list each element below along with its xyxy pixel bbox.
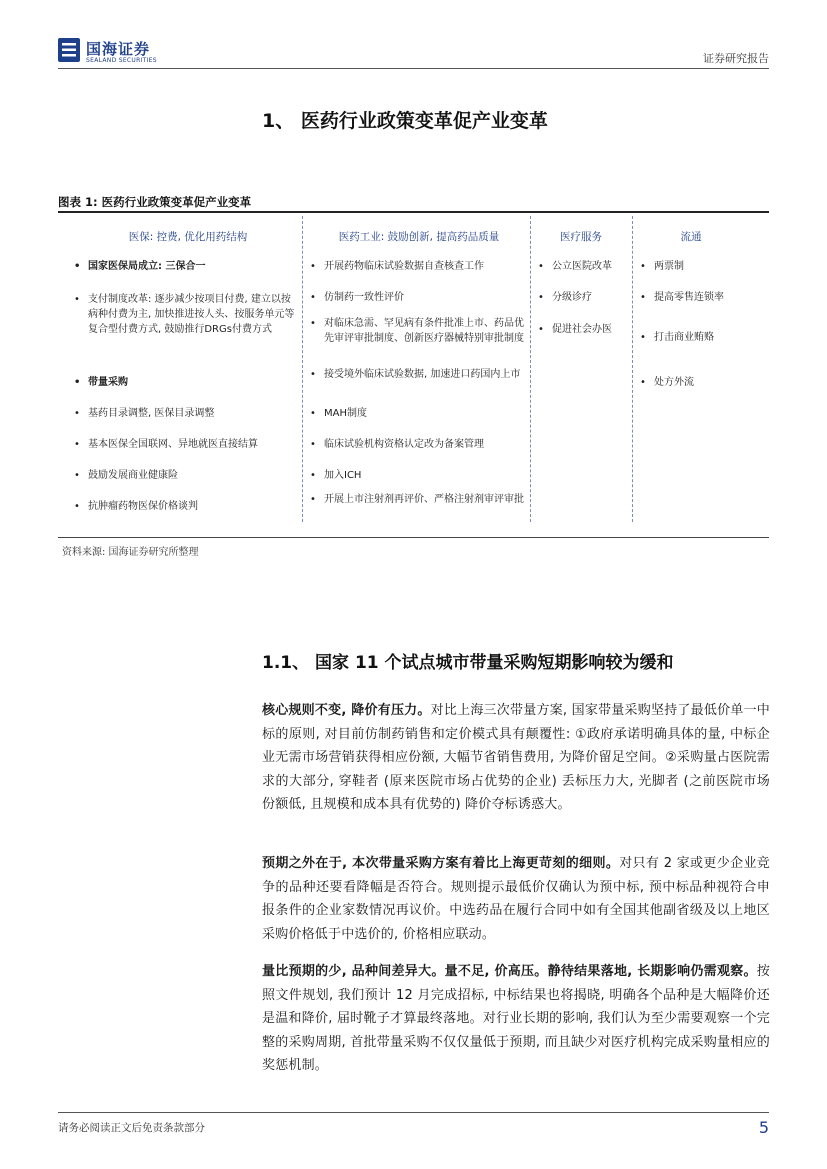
list-item-text: 开展药物临床试验数据自查核查工作 <box>324 261 484 272</box>
list-item-text: 对临床急需、罕见病有条件批准上市、药品优先审评审批制度、创新医疗器械特别审批制度 <box>324 318 524 344</box>
bullet-icon: • <box>74 408 80 419</box>
paragraph-lead: 量比预期的少, 品种间差异大。量不足, 价高压。静待结果落地, 长期影响仍需观察。 <box>262 964 757 979</box>
list-item-text: 鼓励发展商业健康险 <box>88 470 178 481</box>
bullet-icon: • <box>310 292 316 303</box>
bullet-icon: • <box>640 377 646 388</box>
bullet-icon: • <box>74 294 80 305</box>
bullet-icon: • <box>538 292 544 303</box>
section-1-title: 1、 医药行业政策变革促产业变革 <box>262 110 548 132</box>
bullet-icon: • <box>74 439 80 450</box>
list-item-text: 临床试验机构资格认定改为备案管理 <box>324 439 484 450</box>
list-item <box>310 259 524 274</box>
bullet-icon: • <box>310 369 316 380</box>
bullet-icon: • <box>310 470 316 481</box>
list-item <box>74 406 293 421</box>
list-item-text: 提高零售连锁率 <box>654 292 724 303</box>
list-item-text: 抗肿瘤药物医保价格谈判 <box>88 501 198 512</box>
list-item-text: 接受境外临床试验数据, 加速进口药国内上市 <box>324 369 521 380</box>
paragraph <box>262 699 770 817</box>
column-header-insurance: 医保: 控费, 优化用药结构 <box>128 231 248 243</box>
paragraph <box>262 960 770 1078</box>
bullet-icon: • <box>640 292 646 303</box>
column-divider <box>632 216 633 522</box>
column-header-distribution: 流通 <box>680 231 702 243</box>
list-item-text: 促进社会办医 <box>552 324 612 335</box>
column-divider <box>530 216 531 522</box>
column-divider <box>302 216 303 522</box>
bullet-icon: • <box>74 470 80 481</box>
page-number: 5 <box>758 1118 769 1137</box>
bullet-icon: • <box>310 439 316 450</box>
list-item <box>640 290 766 305</box>
company-logo <box>58 38 208 68</box>
list-item-text: MAH制度 <box>324 408 367 419</box>
paragraph-body: 对只有 2 家或更少企业竞争的品种还要看降幅是否符合。规则提示最低价仅确认为预中标, 预中标品种视符合申报条件的企业家数情况再议价。中选药品在履行合同中如有全国其他副省级及以上地区采购价格低于中选价的, 价格相应联动。 <box>262 856 770 942</box>
list-item <box>538 322 630 337</box>
list-item <box>310 316 524 346</box>
list-item-text: 基本医保全国联网、异地就医直接结算 <box>88 439 258 450</box>
list-item <box>640 375 766 390</box>
paragraph-lead: 预期之外在于, 本次带量采购方案有着比上海更苛刻的细则。 <box>262 856 620 871</box>
list-item-text: 打击商业贿赂 <box>654 332 714 343</box>
figure-top-rule <box>58 211 769 213</box>
bullet-icon: • <box>310 494 316 505</box>
bullet-icon: • <box>74 377 81 388</box>
list-item <box>74 468 293 483</box>
list-item-text: 仿制药一致性评价 <box>324 292 404 303</box>
list-item-text: 带量采购 <box>88 377 128 388</box>
paragraph-body: 按照文件规划, 我们预计 12 月完成招标, 中标结果也将揭晓, 明确各个品种是大幅降价还是温和降价, 届时靴子才算最终落地。对行业长期的影响, 我们认为至少需要观察一个完整的采购周期, 首批带量采购不仅仅量低于预期, 而且缺少对医疗机构完成采购量相应的奖惩机制。 <box>262 964 770 1073</box>
list-item <box>310 290 524 305</box>
bullet-icon: • <box>74 261 81 272</box>
bullet-icon: • <box>538 261 544 272</box>
bullet-icon: • <box>74 501 80 512</box>
column-header-industry: 医药工业: 鼓励创新, 提高药品质量 <box>338 231 500 243</box>
list-item-text: 国家医保局成立: 三保合一 <box>88 261 206 272</box>
bullet-icon: • <box>538 324 544 335</box>
footer-divider <box>58 1112 769 1113</box>
header-divider <box>58 68 769 69</box>
list-item <box>310 468 524 483</box>
list-item <box>74 292 296 337</box>
list-item-text: 支付制度改革: 逐步减少按项目付费, 建立以按病种付费为主, 加快推进按人头、按服务单元等复合型付费方式, 鼓励推行DRGs付费方式 <box>88 294 295 335</box>
list-item-text: 加入ICH <box>324 470 362 481</box>
column-header-medical-service: 医疗服务 <box>560 231 602 243</box>
bullet-icon: • <box>310 261 316 272</box>
list-item <box>640 330 766 345</box>
paragraph-lead: 核心规则不变, 降价有压力。 <box>262 703 431 718</box>
bullet-icon: • <box>640 261 646 272</box>
list-item <box>74 259 293 274</box>
logo-mark-icon <box>58 38 80 62</box>
list-item-text: 处方外流 <box>654 377 694 388</box>
figure-title: 图表 1: 医药行业政策变革促产业变革 <box>58 195 252 209</box>
figure-bottom-rule <box>58 537 769 538</box>
figure-source: 资料来源: 国海证券研究所整理 <box>62 547 199 558</box>
list-item <box>310 492 524 507</box>
list-item <box>538 290 630 305</box>
list-item <box>640 259 766 274</box>
section-1-1-title: 1.1、 国家 11 个试点城市带量采购短期影响较为缓和 <box>262 653 674 673</box>
logo-text-cn: 国海证券 <box>86 40 151 58</box>
list-item <box>538 259 630 274</box>
bullet-icon: • <box>310 318 316 329</box>
list-item-text: 分级诊疗 <box>552 292 592 303</box>
list-item-text: 开展上市注射剂再评价、严格注射剂审评审批 <box>324 494 524 505</box>
list-item <box>74 499 293 514</box>
paragraph <box>262 852 770 946</box>
logo-text-en: SEALAND SECURITIES <box>86 57 157 64</box>
document-type: 证券研究报告 <box>703 52 769 65</box>
footer-disclaimer: 请务必阅读正文后免责条款部分 <box>58 1122 205 1134</box>
list-item <box>310 437 529 452</box>
paragraph-body: 对比上海三次带量方案, 国家带量采购坚持了最低价单一中标的原则, 对目前仿制药销售和定价模式具有颠覆性: ①政府承诺明确具体的量, 中标企业无需市场营销获得相应份额, 大幅节省销售费用, 为降价留足空间。②采购量占医院需求的大部分, 穿鞋者 (原来医院市场占优势的企业) 丢标压力大, 光脚者 (之前医院市场份额低, 且规模和成本具有优势的) 降价夺标诱惑大。 <box>262 703 771 812</box>
bullet-icon: • <box>310 408 316 419</box>
list-item <box>310 406 524 421</box>
list-item <box>310 367 524 382</box>
list-item <box>74 437 298 452</box>
bullet-icon: • <box>640 332 646 343</box>
list-item-text: 公立医院改革 <box>552 261 612 272</box>
list-item <box>74 375 293 390</box>
list-item-text: 基药目录调整, 医保目录调整 <box>88 408 215 419</box>
list-item-text: 两票制 <box>654 261 684 272</box>
